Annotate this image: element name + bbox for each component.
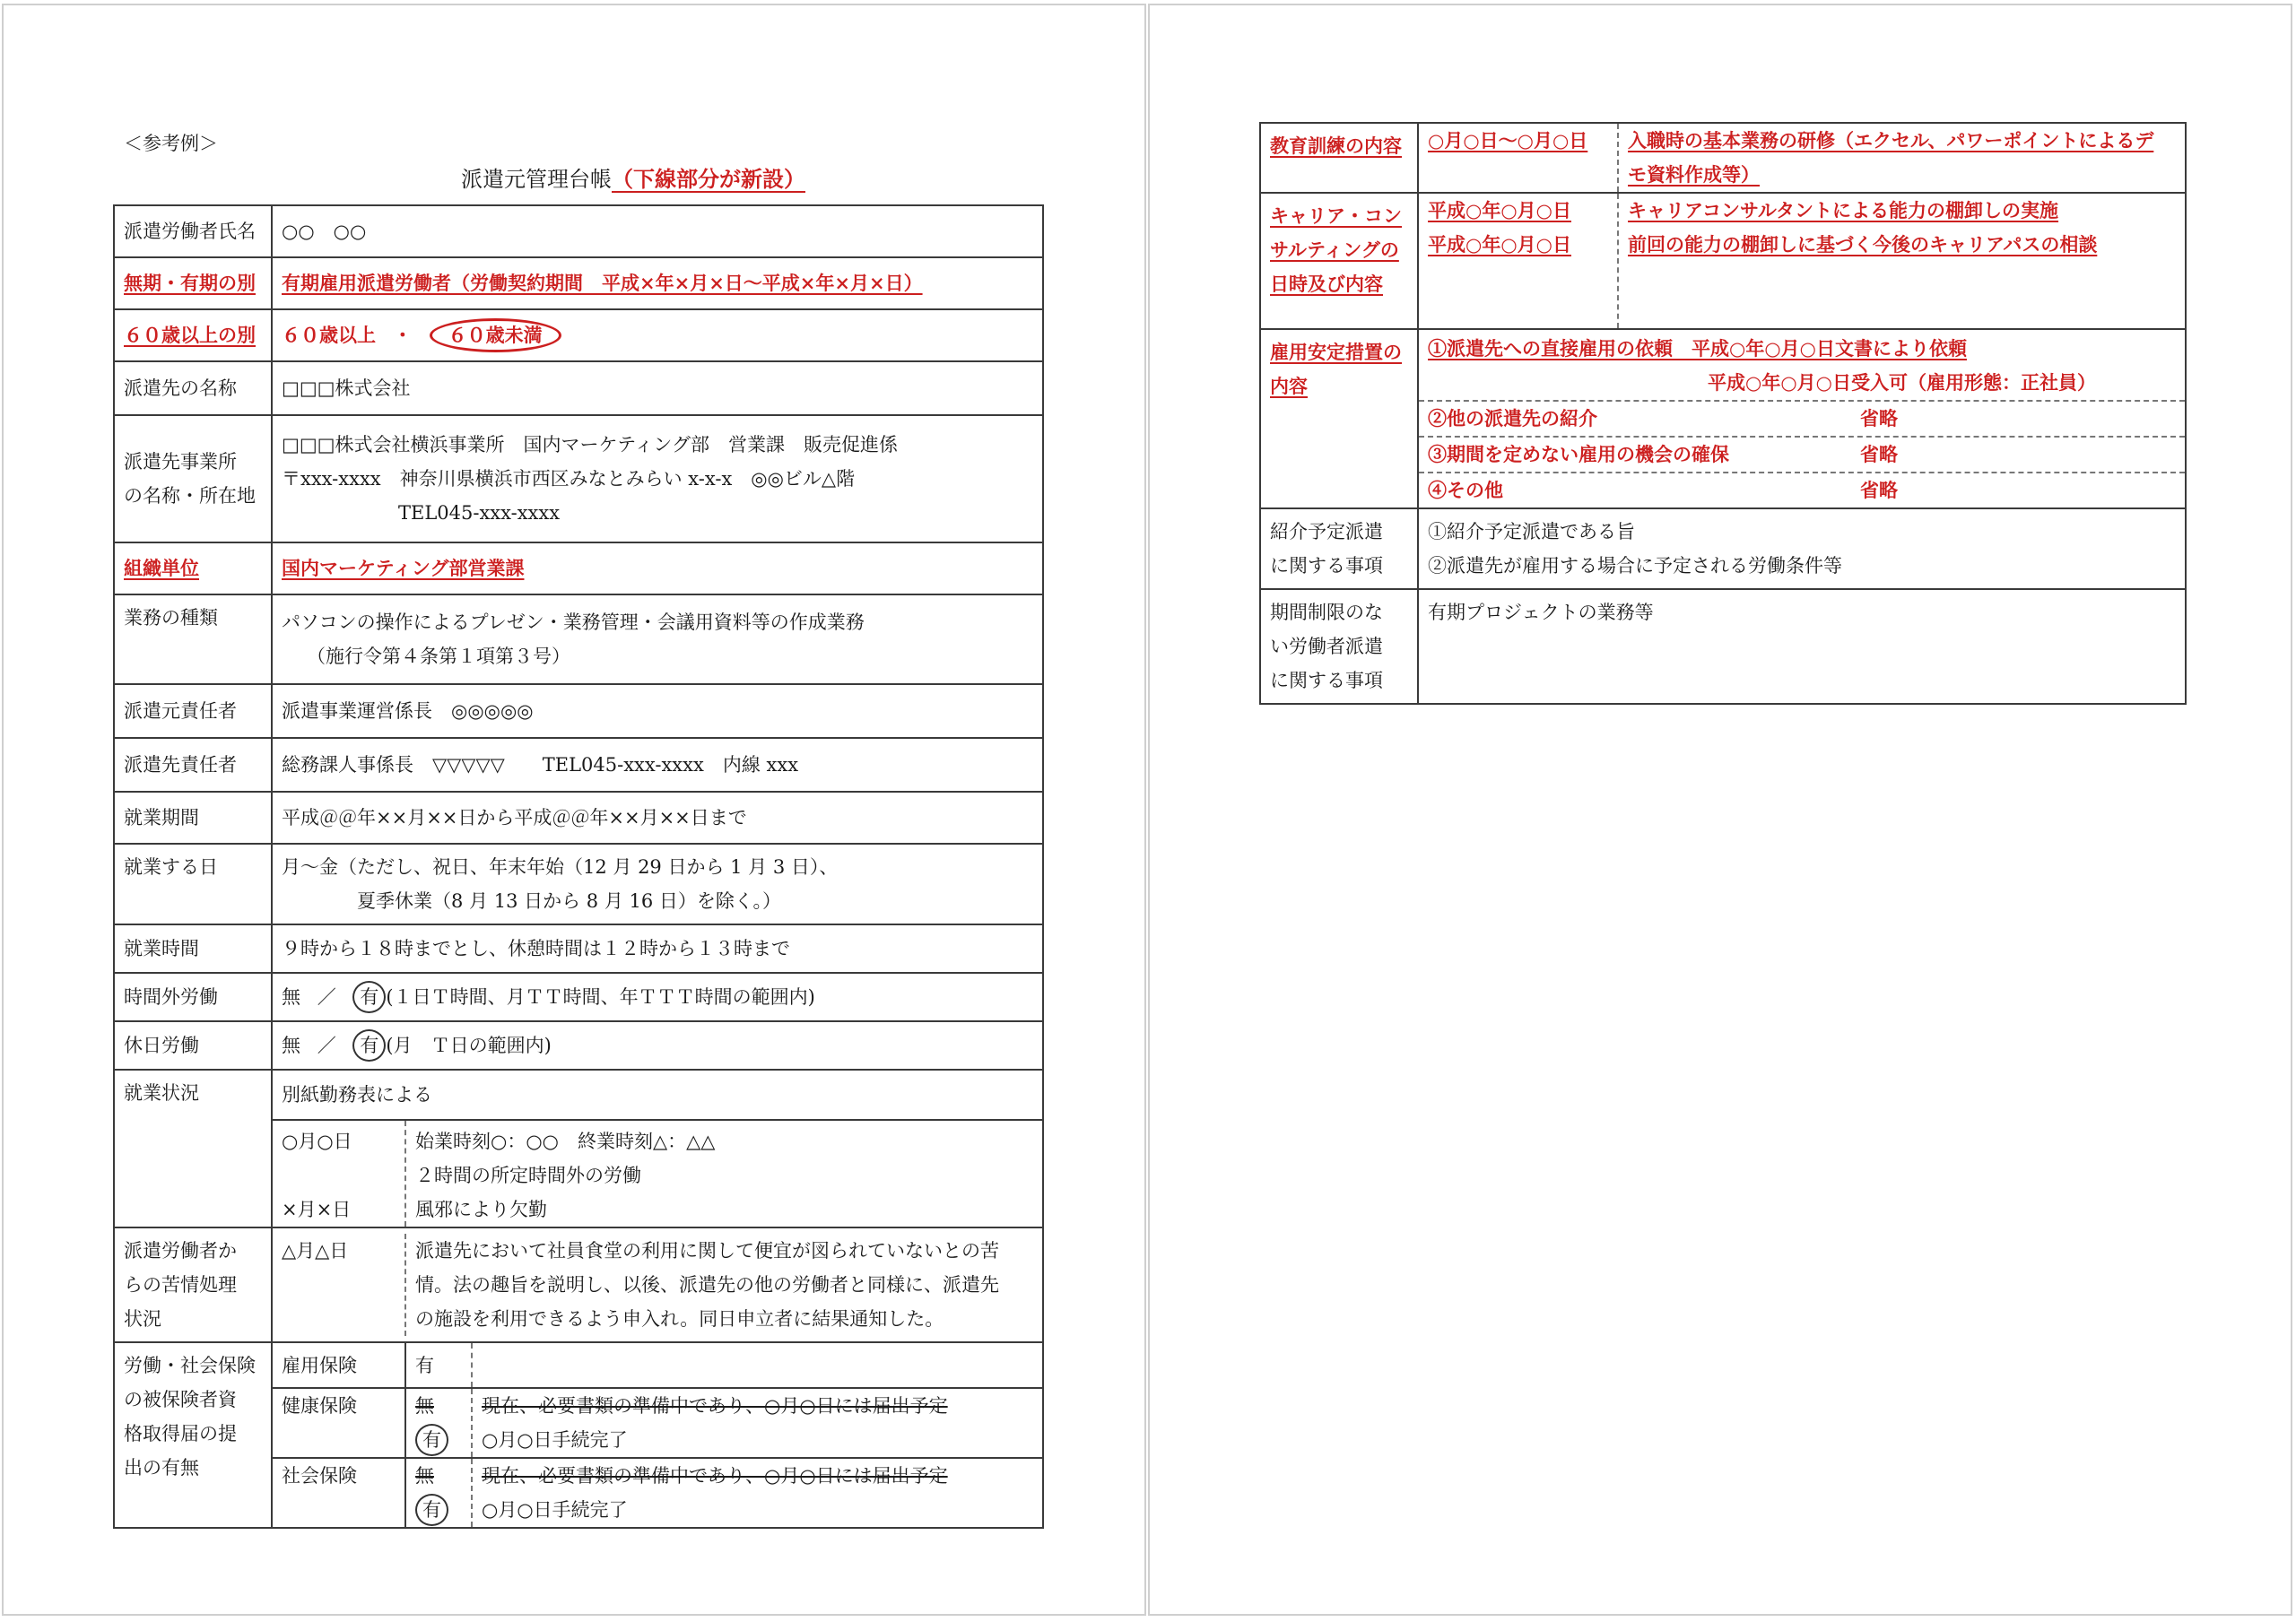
stability-cell (1418, 329, 2186, 508)
label-work-days: 就業する日 (114, 844, 272, 924)
client-office-tel: TEL045-xxx-xxxx (398, 502, 561, 524)
row-unlimited (1260, 589, 2186, 704)
status-date-1: ○月○日 (282, 1131, 352, 1152)
status-detail-3: 風邪により欠勤 (415, 1199, 547, 1220)
label-org-unit: 組織単位 (114, 542, 272, 594)
omitted-2: 省略 (1860, 407, 1898, 429)
career-table (1419, 194, 2185, 328)
work-type-line-1: パソコンの操作によるプレゼン・業務管理・会議用資料等の作成業務 (282, 612, 865, 633)
document-title (461, 161, 805, 193)
label-insurance-4: 出の有無 (124, 1457, 199, 1479)
label-client-office (114, 415, 272, 542)
overtime-no: 無 (282, 986, 300, 1008)
value-unlimited: 有期プロジェクトの業務等 (1418, 589, 2186, 704)
holiday-detail: (月 Ｔ日の範囲内) (386, 1035, 552, 1056)
label-overtime: 時間外労働 (114, 973, 272, 1021)
label-client-manager: 派遣先責任者 (114, 738, 272, 792)
stability-item-3: ③期間を定めない雇用の機会の確保 省略 (1419, 437, 2185, 473)
social-ins-marks (405, 1458, 472, 1527)
education-line-2: モ資料作成等） (1628, 163, 1760, 186)
health-ins-detail (472, 1388, 1042, 1458)
value-client-office (272, 415, 1043, 542)
label-term: 無期・有期の別 (114, 257, 272, 309)
status-detail-table (273, 1121, 1042, 1227)
label-unlimited-3: に関する事項 (1270, 670, 1383, 691)
career-date-2: 平成○年○月○日 (1428, 233, 1571, 256)
title-text: 派遣元管理台帳 (461, 167, 612, 192)
social-ins-struck: 現在、必要書類の準備中であり、○月○日には届出予定 (482, 1465, 948, 1487)
employment-ins-value: 有 (405, 1343, 472, 1388)
label-intro-1: 紹介予定派遣 (1270, 521, 1383, 542)
label-insurance-1: 労働・社会保険 (124, 1355, 256, 1376)
work-days-line-2: 夏季休業（8 月 13 日から 8 月 16 日）を除く。） (357, 890, 781, 912)
value-status-note: 別紙勤務表による (272, 1070, 1043, 1120)
label-education: 教育訓練の内容 (1260, 123, 1418, 193)
health-ins-yes-circled: 有 (415, 1424, 448, 1456)
label-complaint-3: 状況 (124, 1308, 161, 1330)
row-work-hours (114, 924, 1043, 973)
value-intro-dispatch (1418, 508, 2186, 589)
value-overtime (272, 973, 1043, 1021)
status-detail-1: 始業時刻○：○○ 終業時刻△：△△ (415, 1131, 716, 1152)
row-client-name (114, 361, 1043, 415)
ledger-continued-table (1259, 122, 2187, 705)
label-stability: 雇用安定措置の内容 (1260, 329, 1418, 508)
label-career: キャリア・コンサルティングの日時及び内容 (1260, 193, 1418, 329)
complaint-line-2: 情。法の趣旨を説明し、以後、派遣先の他の労働者と同様に、派遣先 (415, 1274, 999, 1296)
label-insurance (114, 1342, 272, 1528)
value-work-hours: ９時から１８時までとし、休憩時間は１２時から１３時まで (272, 924, 1043, 973)
stability-item-2: ②他の派遣先の紹介 省略 (1419, 401, 2185, 437)
health-ins-struck: 現在、必要書類の準備中であり、○月○日には届出予定 (482, 1395, 948, 1417)
row-org-unit (114, 542, 1043, 594)
insurance-cell (272, 1342, 1043, 1528)
career-cell (1418, 193, 2186, 329)
holiday-slash: ／ (317, 1035, 336, 1056)
label-intro-dispatch (1260, 508, 1418, 589)
label-complaint (114, 1227, 272, 1342)
label-client-office-2: の名称・所在地 (124, 485, 256, 507)
health-ins-done: ○月○日手続完了 (482, 1429, 628, 1451)
row-dispatch-manager (114, 684, 1043, 738)
work-days-line-1: 月～金（ただし、祝日、年末年始（12 月 29 日から 1 月 3 日）、 (282, 856, 839, 878)
stability-table (1419, 330, 2185, 507)
age-under-circled: ６０歳未満 (430, 318, 561, 352)
title-new-note: （下線部分が新設） (612, 166, 805, 192)
row-term (114, 257, 1043, 309)
career-date-1: 平成○年○月○日 (1428, 199, 1571, 221)
health-ins-label: 健康保険 (273, 1388, 405, 1458)
value-dispatch-manager: 派遣事業運営係長 ◎◎◎◎◎ (272, 684, 1043, 738)
career-detail-1: キャリアコンサルタントによる能力の棚卸しの実施 (1628, 199, 2059, 221)
overtime-slash: ／ (317, 986, 336, 1008)
row-client-manager (114, 738, 1043, 792)
row-career (1260, 193, 2186, 329)
insurance-table (273, 1343, 1042, 1527)
value-age (272, 309, 1043, 361)
education-date: ○月○日～○月○日 (1419, 124, 1618, 192)
overtime-yes-circled: 有 (352, 981, 386, 1013)
career-details (1618, 194, 2185, 328)
label-unlimited (1260, 589, 1418, 704)
row-education (1260, 123, 2186, 193)
row-overtime (114, 973, 1043, 1021)
row-insurance (114, 1342, 1043, 1528)
row-stability (1260, 329, 2186, 508)
label-unlimited-1: 期間制限のな (1270, 602, 1383, 623)
label-work-hours: 就業時間 (114, 924, 272, 973)
stability-item-4: ④その他 省略 (1419, 473, 2185, 507)
label-period: 就業期間 (114, 792, 272, 844)
complaint-line-1: 派遣先において社員食堂の利用に関して便宜が図られていないとの苦 (415, 1240, 999, 1262)
social-ins-label: 社会保険 (273, 1458, 405, 1527)
status-detail-2: ２時間の所定時間外の労働 (415, 1165, 641, 1186)
age-sep: ・ (393, 324, 413, 346)
value-holiday-work (272, 1021, 1043, 1070)
social-ins-detail (472, 1458, 1042, 1527)
health-ins-no: 無 (415, 1395, 434, 1417)
row-holiday-work (114, 1021, 1043, 1070)
omitted-3: 省略 (1860, 443, 1898, 465)
label-age: ６０歳以上の別 (114, 309, 272, 361)
row-age (114, 309, 1043, 361)
label-insurance-3: 格取得届の提 (124, 1423, 237, 1444)
page-left (2, 4, 1146, 1616)
career-detail-2: 前回の能力の棚卸しに基づく今後のキャリアパスの相談 (1628, 233, 2098, 256)
age-over: ６０歳以上 (282, 324, 376, 346)
complaint-date: △月△日 (273, 1234, 405, 1336)
row-complaint (114, 1227, 1043, 1342)
label-complaint-2: らの苦情処理 (124, 1274, 237, 1296)
row-work-days (114, 844, 1043, 924)
reference-example-label: ＜参考例＞ (124, 133, 218, 154)
holiday-yes-circled: 有 (352, 1029, 386, 1062)
row-period (114, 792, 1043, 844)
work-type-line-2: （施行令第４条第１項第３号） (307, 646, 570, 667)
status-detail-cell (272, 1120, 1043, 1227)
label-worker-name: 派遣労働者氏名 (114, 205, 272, 257)
value-client-manager: 総務課人事係長 ▽▽▽▽▽ TEL045-xxx-xxxx 内線 xxx (272, 738, 1043, 792)
label-work-type: 業務の種類 (114, 594, 272, 684)
education-detail (1618, 124, 2185, 192)
label-unlimited-2: い労働者派遣 (1270, 636, 1383, 657)
label-dispatch-manager: 派遣元責任者 (114, 684, 272, 738)
dispatch-ledger-table (113, 204, 1044, 1529)
value-work-days (272, 844, 1043, 924)
education-cell (1418, 123, 2186, 193)
value-client-name: □□□株式会社 (272, 361, 1043, 415)
intro-line-1: ①紹介予定派遣である旨 (1428, 521, 1635, 542)
status-date-2: ×月×日 (282, 1199, 352, 1220)
value-term: 有期雇用派遣労働者（労働契約期間 平成×年×月×日～平成×年×月×日） (272, 257, 1043, 309)
stability-item-1-a: ①派遣先への直接雇用の依頼 平成○年○月○日文書により依頼 (1428, 337, 1967, 360)
row-worker-name (114, 205, 1043, 257)
intro-line-2: ②派遣先が雇用する場合に予定される労働条件等 (1428, 555, 1842, 577)
stability-item-1 (1419, 330, 2185, 401)
omitted-4: 省略 (1860, 479, 1898, 501)
label-insurance-2: の被保険者資 (124, 1389, 237, 1410)
row-status-note (114, 1070, 1043, 1120)
holiday-no: 無 (282, 1035, 300, 1056)
label-status: 就業状況 (114, 1070, 272, 1227)
stability-item-1-b: 平成○年○月○日受入可（雇用形態：正社員） (1708, 371, 2096, 394)
label-client-office-1: 派遣先事業所 (124, 451, 237, 473)
label-complaint-1: 派遣労働者か (124, 1240, 237, 1262)
social-ins-yes-circled: 有 (415, 1494, 448, 1526)
complaint-line-3: の施設を利用できるよう申入れ。同日申立者に結果通知した。 (415, 1308, 944, 1330)
health-ins-marks (405, 1388, 472, 1458)
client-office-line-2: 〒xxx-xxxx 神奈川県横浜市西区みなとみらい x-x-x ◎◎ビル△階 (282, 468, 856, 490)
client-office-line-1: □□□株式会社横浜事業所 国内マーケティング部 営業課 販売促進係 (282, 434, 899, 455)
row-client-office (114, 415, 1043, 542)
row-intro-dispatch (1260, 508, 2186, 589)
value-period: 平成＠＠年××月××日から平成＠＠年××月××日まで (272, 792, 1043, 844)
education-table (1419, 124, 2185, 192)
social-ins-no: 無 (415, 1465, 434, 1487)
overtime-detail: (１日Ｔ時間、月ＴＴ時間、年ＴＴＴ時間の範囲内) (386, 986, 815, 1008)
row-work-type (114, 594, 1043, 684)
value-worker-name: ○○ ○○ (272, 205, 1043, 257)
status-details (405, 1121, 1042, 1227)
complaint-detail (405, 1234, 1042, 1336)
status-dates (273, 1121, 405, 1227)
value-work-type (272, 594, 1043, 684)
career-dates (1419, 194, 1618, 328)
value-org-unit: 国内マーケティング部営業課 (272, 542, 1043, 594)
complaint-table (273, 1234, 1042, 1336)
education-line-1: 入職時の基本業務の研修（エクセル、パワーポイントによるデ (1628, 129, 2154, 152)
label-intro-2: に関する事項 (1270, 555, 1383, 577)
label-client-name: 派遣先の名称 (114, 361, 272, 415)
complaint-cell (272, 1227, 1043, 1342)
employment-ins-label: 雇用保険 (273, 1343, 405, 1388)
label-holiday-work: 休日労働 (114, 1021, 272, 1070)
social-ins-done: ○月○日手続完了 (482, 1499, 628, 1521)
page-right (1148, 4, 2292, 1616)
